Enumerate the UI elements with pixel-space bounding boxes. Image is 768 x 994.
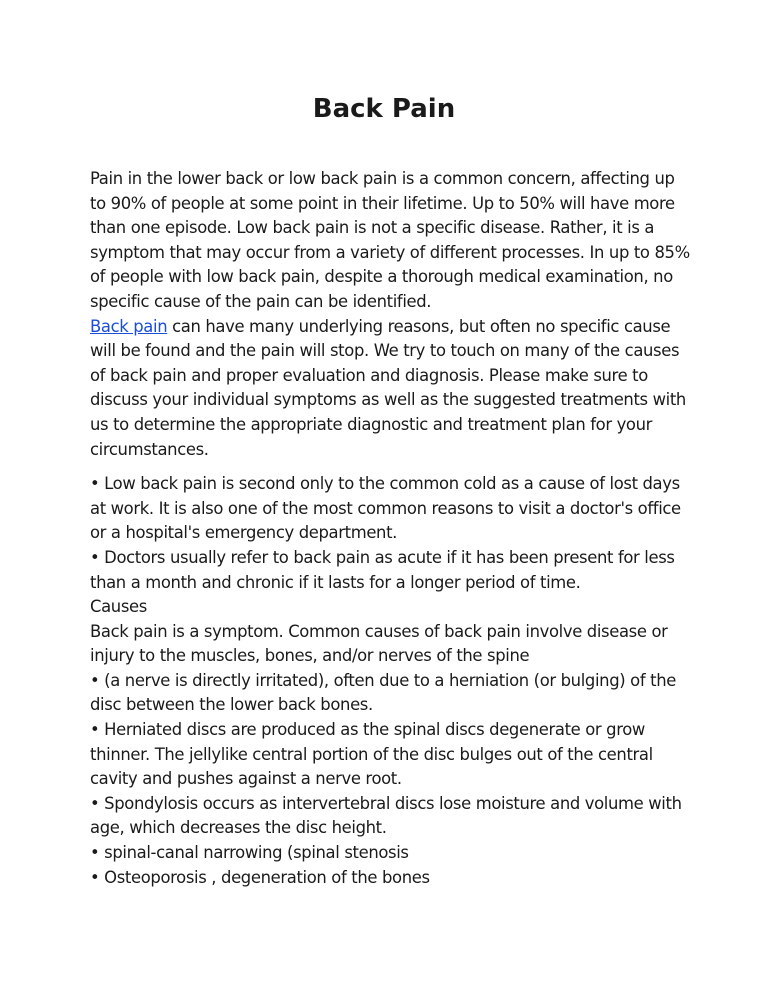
causes-heading: Causes [90,597,147,617]
page-title: Back Pain [312,94,456,124]
bullet-spinal-stenosis: • spinal-canal narrowing (spinal stenosis [90,843,409,863]
bullet-lost-days: • Low back pain is second only to the common cold as a cause of lost days at work. It is also one of the most common reasons to visit a doctor's office or a hospital's emergency department. [90,474,681,543]
bullet-herniated-discs: • Herniated discs are produced as the spinal discs degenerate or grow thinner. The jellylike central portion of the disc bulges out of the central cavity and pushes against a nerve root. [90,720,653,789]
back-pain-link[interactable]: Back pain [90,316,168,336]
document-body [90,167,690,890]
paragraph-gap [90,462,690,472]
bullet-acute-chronic: • Doctors usually refer to back pain as acute if it has been present for less than a month and chronic if it lasts for a longer period of time. [90,547,675,592]
link-paragraph-text: can have many underlying reasons, but often no specific cause will be found and the pain will stop. We try to touch on many of the causes of back pain and proper evaluation and diagnosis. Please make sure to discuss your individual symptoms as well as the suggested treatments with us to determine the appropriate diagnostic and treatment plan for your circumstances. [90,316,686,459]
bullet-osteoporosis: • Osteoporosis , degeneration of the bones [90,867,430,887]
bullet-nerve-irritated: • (a nerve is directly irritated), often due to a herniation (or bulging) of the disc between the lower back bones. [90,670,676,715]
bullet-spondylosis: • Spondylosis occurs as intervertebral discs lose moisture and volume with age, which decreases the disc height. [90,793,682,838]
link-paragraph [90,315,690,463]
causes-intro: Back pain is a symptom. Common causes of back pain involve disease or injury to the muscles, bones, and/or nerves of the spine [90,621,668,666]
intro-paragraph: Pain in the lower back or low back pain is a common concern, affecting up to 90% of people at some point in their lifetime. Up to 50% will have more than one episode. Low back pain is not a specific disease. Rather, it is a symptom that may occur from a variety of different processes. In up to 85% of people with low back pain, despite a thorough medical examination, no specific cause of the pain can be identified. [90,169,690,311]
